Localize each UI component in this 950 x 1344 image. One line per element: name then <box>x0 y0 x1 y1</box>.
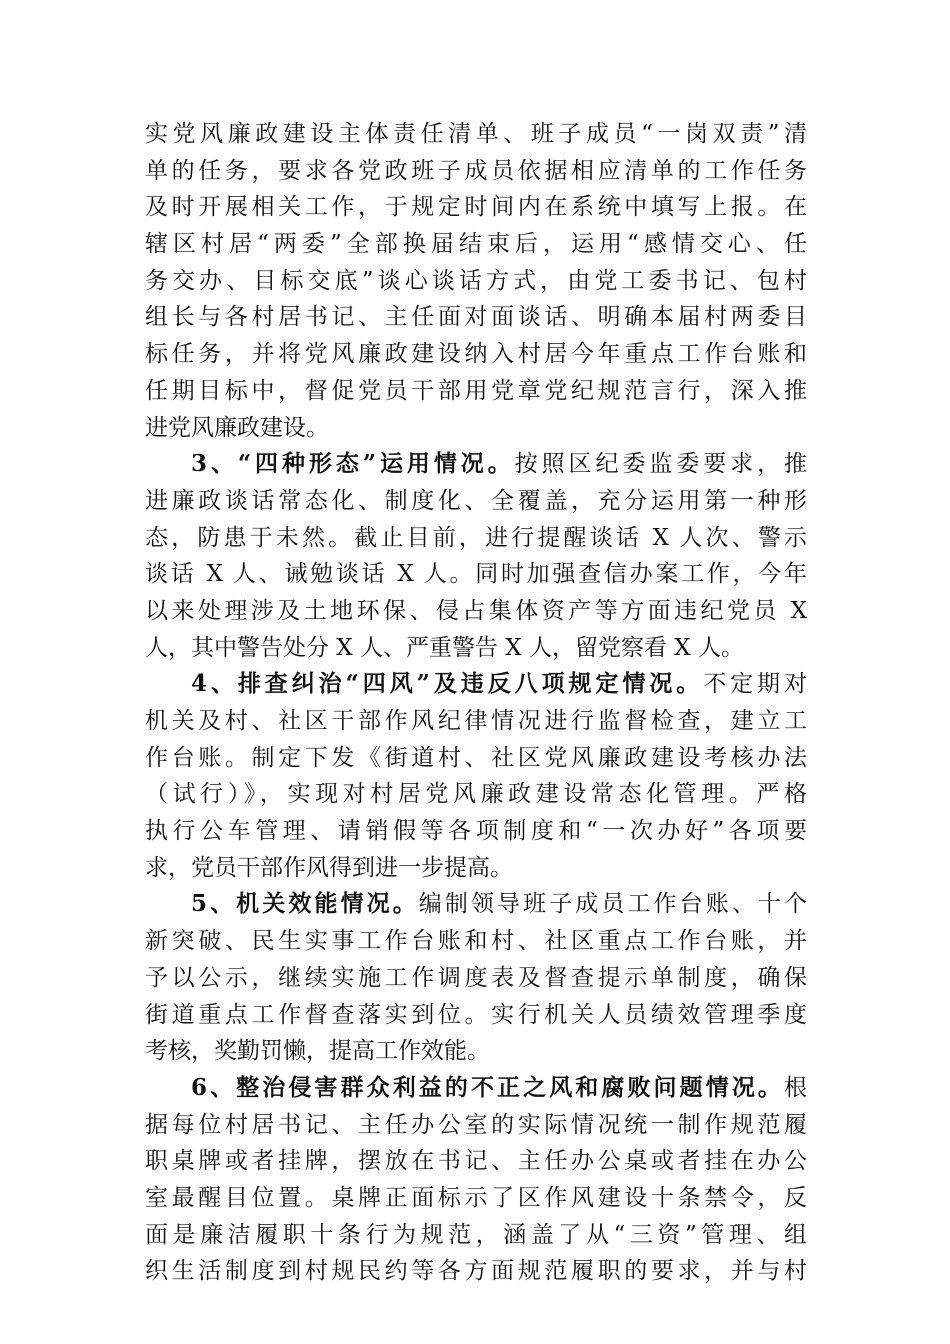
paragraph-line: 面是廉洁履职十条行为规范，涵盖了从“三资”管理、组 <box>145 1221 807 1248</box>
section-4-lead-text: 不定期对 <box>703 671 807 698</box>
section-3-lead-text: 按照区纪委监委要求，推 <box>514 451 808 478</box>
section-3-first-line <box>145 446 807 483</box>
paragraph-line: 组长与各村居书记、主任面对面谈话、明确本届村两委目 <box>145 304 807 331</box>
paragraph-line: 街道重点工作督查落实到位。实行机关人员绩效管理季度 <box>145 1001 807 1028</box>
section-5-heading: 5、机关效能情况。 <box>191 890 419 918</box>
paragraph-line: 态，防患于未然。截止目前，进行提醒谈话 X 人次、警示 <box>145 524 807 551</box>
document-body <box>145 116 807 1290</box>
paragraph-line: 谈话 X 人、诫勉谈话 X 人。同时加强查信办案工作，今年 <box>145 561 807 588</box>
paragraph-line: 执行公车管理、请销假等各项制度和“一次办好”各项要 <box>145 818 807 845</box>
paragraph-line: 据每位村居书记、主任办公室的实际情况统一制作规范履 <box>145 1111 807 1138</box>
paragraph-line: 人，其中警告处分 X 人、严重警告 X 人，留党察看 X 人。 <box>145 634 744 661</box>
paragraph-line: （试行）》，实现对村居党风廉政建设常态化管理。严格 <box>145 781 807 808</box>
section-5-first-line <box>145 886 807 923</box>
section-6-heading: 6、整治侵害群众利益的不正之风和腐败问题情况。 <box>191 1073 784 1101</box>
paragraph-line: 辖区村居“两委”全部换届结束后，运用“感情交心、任 <box>145 231 807 258</box>
paragraph-line: 进党风廉政建设。 <box>145 414 329 441</box>
paragraph-line: 务交办、目标交底”谈心谈话方式，由党工委书记、包村 <box>145 267 807 294</box>
section-4-first-line <box>145 666 807 703</box>
paragraph-line: 进廉政谈话常态化、制度化、全覆盖，充分运用第一种形 <box>145 487 807 514</box>
paragraph-line: 作台账。制定下发《街道村、社区党风廉政建设考核办法 <box>145 744 807 771</box>
paragraph-line: 职桌牌或者挂牌，摆放在书记、主任办公桌或者挂在办公 <box>145 1148 807 1175</box>
paragraph-line: 求，党员干部作风得到进一步提高。 <box>145 854 513 881</box>
paragraph-line: 考核，奖勤罚懒，提高工作效能。 <box>145 1038 490 1065</box>
paragraph-line: 机关及村、社区干部作风纪律情况进行监督检查，建立工 <box>145 708 807 734</box>
paragraph-line: 单的任务，要求各党政班子成员依据相应清单的工作任务 <box>145 157 807 184</box>
paragraph-line: 任期目标中，督促党员干部用党章党纪规范言行，深入推 <box>145 377 807 404</box>
paragraph-line: 实党风廉政建设主体责任清单、班子成员“一岗双责”清 <box>145 121 807 147</box>
paragraph-line: 予以公示，继续实施工作调度表及督查提示单制度，确保 <box>145 964 807 991</box>
section-5-lead-text: 编制领导班子成员工作台账、十个 <box>418 891 807 918</box>
section-4-heading: 4、排查纠治“四风”及违反八项规定情况。 <box>191 670 704 698</box>
section-6-lead-text: 根 <box>784 1074 807 1101</box>
section-6-first-line <box>145 1070 807 1107</box>
paragraph-line: 及时开展相关工作，于规定时间内在系统中填写上报。在 <box>145 194 807 221</box>
paragraph-line: 室最醒目位置。桌牌正面标示了区作风建设十条禁令，反 <box>145 1184 807 1211</box>
paragraph-line: 新突破、民生实事工作台账和村、社区重点工作台账，并 <box>145 928 807 955</box>
paragraph-line: 织生活制度到村规民约等各方面规范履职的要求，并与村 <box>145 1258 807 1285</box>
paragraph-line: 以来处理涉及土地环保、侵占集体资产等方面违纪党员 X <box>145 597 807 624</box>
paragraph-line: 标任务，并将党风廉政建设纳入村居今年重点工作台账和 <box>145 341 807 368</box>
section-3-heading: 3、“四种形态”运用情况。 <box>191 450 515 478</box>
